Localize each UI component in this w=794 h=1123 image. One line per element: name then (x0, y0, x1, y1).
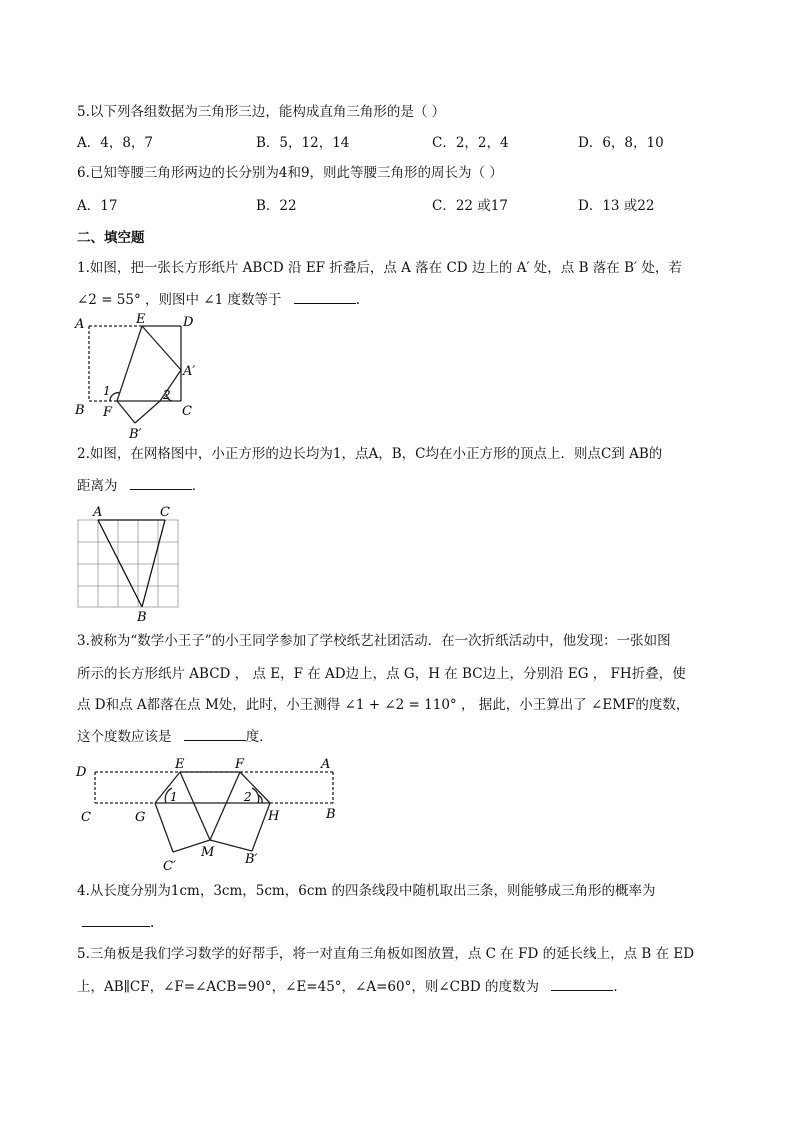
label-b-prime: B′ (245, 852, 258, 867)
q5-stem: 5.以下列各组数据为三角形三边，能构成直角三角形的是（ ） (77, 104, 446, 120)
label-a: A (321, 757, 331, 772)
fill-q3-line4 (77, 726, 273, 747)
label-e: E (175, 757, 185, 772)
label-a: A (93, 505, 103, 520)
q6-option-a: A．17 (77, 198, 118, 214)
grid-figure-2 (70, 500, 190, 625)
fill-q5-line1: 5.三角板是我们学习数学的好帮手，将一对直角三角板如图放置，点 C 在 FD 的延长线上，点 B 在 ED (77, 946, 695, 962)
q5-option-d: D．6，8，10 (578, 135, 664, 151)
fill-q1-text: ∠2 = 55° ，则图中 ∠1 度数等于 (77, 292, 282, 308)
fill-q3-line3: 点 D和点 A都落在点 M处，此时，小王测得 ∠1 + ∠2 = 110° ， 据此，小王算出了 ∠EMF的度数， (77, 697, 690, 713)
q6-stem: 6.已知等腰三角形两边的长分别为4和9，则此等腰三角形的周长为（ ） (77, 165, 503, 181)
label-c: C (182, 404, 192, 419)
label-d: D (183, 315, 194, 330)
fill-q5-line2 (77, 976, 627, 997)
label-f: F (235, 757, 245, 772)
label-c-prime: C′ (163, 859, 176, 874)
label-m: M (201, 845, 215, 860)
q5-option-b: B．5，12，14 (256, 135, 350, 151)
label-a-prime: A′ (183, 364, 196, 379)
label-f: F (103, 405, 113, 420)
fill-q2-text: 距离为 (77, 478, 118, 494)
label-b: B (137, 610, 147, 625)
answer-blank[interactable] (551, 976, 613, 991)
section-heading: 二、填空题 (77, 230, 145, 246)
label-a: A (75, 317, 85, 332)
fill-q2-line1: 2.如图，在网格图中，小正方形的边长均为1，点A，B，C均在小正方形的顶点上．则点C到 AB的 (77, 446, 663, 462)
fill-q5-text: 上，AB∥CF，∠F=∠ACB=90°，∠E=45°，∠A=60°，则∠CBD 的度数为 (77, 979, 540, 995)
fold-figure-3 (70, 752, 360, 877)
fill-q3-end: 度． (245, 729, 273, 745)
fill-q3-line2: 所示的长方形纸片 ABCD ， 点 E，F 在 AD边上，点 G，H 在 BC边上，分别沿 EG ， FH折叠，使 (77, 666, 686, 682)
fill-q1-line2 (77, 289, 360, 310)
label-d: D (76, 765, 87, 780)
label-angle-2: 2 (163, 388, 171, 402)
answer-blank[interactable] (130, 475, 192, 490)
fill-q1-end: . (355, 292, 361, 308)
fold-figure-1 (70, 310, 210, 445)
label-b: B (75, 403, 85, 418)
label-h: H (268, 809, 280, 824)
q6-option-d: D．13 或22 (578, 198, 655, 214)
label-e: E (136, 312, 146, 327)
q6-option-c: C．22 或17 (432, 198, 508, 214)
fill-q4-line1: 4.从长度分别为1cm，3cm，5cm，6cm 的四条线段中随机取出三条，则能够成三角形的概率为 (77, 883, 656, 899)
fill-q3-text: 这个度数应该是 (77, 729, 172, 745)
label-b: B (326, 807, 336, 822)
q5-option-a: A．4，8，7 (77, 135, 154, 151)
fill-q5-end: ． (613, 979, 627, 995)
q6-option-b: B．22 (256, 198, 297, 214)
answer-blank[interactable] (184, 726, 246, 741)
label-angle-1: 1 (170, 790, 178, 804)
fill-q1-line1: 1.如图，把一张长方形纸片 ABCD 沿 EF 折叠后，点 A 落在 CD 边上的 A′ 处，点 B 落在 B′ 处，若 (77, 260, 682, 276)
fill-q2-line2 (77, 475, 205, 496)
label-c: C (160, 505, 170, 520)
label-c: C (81, 810, 91, 825)
fill-q3-line1: 3.被称为“数学小王子”的小王同学参加了学校纸艺社团活动．在一次折纸活动中，他发现：一张如图 (77, 633, 671, 649)
label-angle-2: 2 (244, 790, 252, 804)
answer-blank[interactable] (82, 912, 150, 927)
answer-blank[interactable] (294, 289, 356, 304)
label-angle-1: 1 (103, 384, 111, 398)
fill-q4-end: . (150, 915, 155, 931)
fill-q2-end: ． (191, 478, 206, 494)
label-b-prime: B′ (129, 427, 142, 442)
fill-q4-line2 (77, 912, 154, 933)
label-g: G (135, 810, 146, 825)
q5-option-c: C．2，2，4 (432, 135, 509, 151)
